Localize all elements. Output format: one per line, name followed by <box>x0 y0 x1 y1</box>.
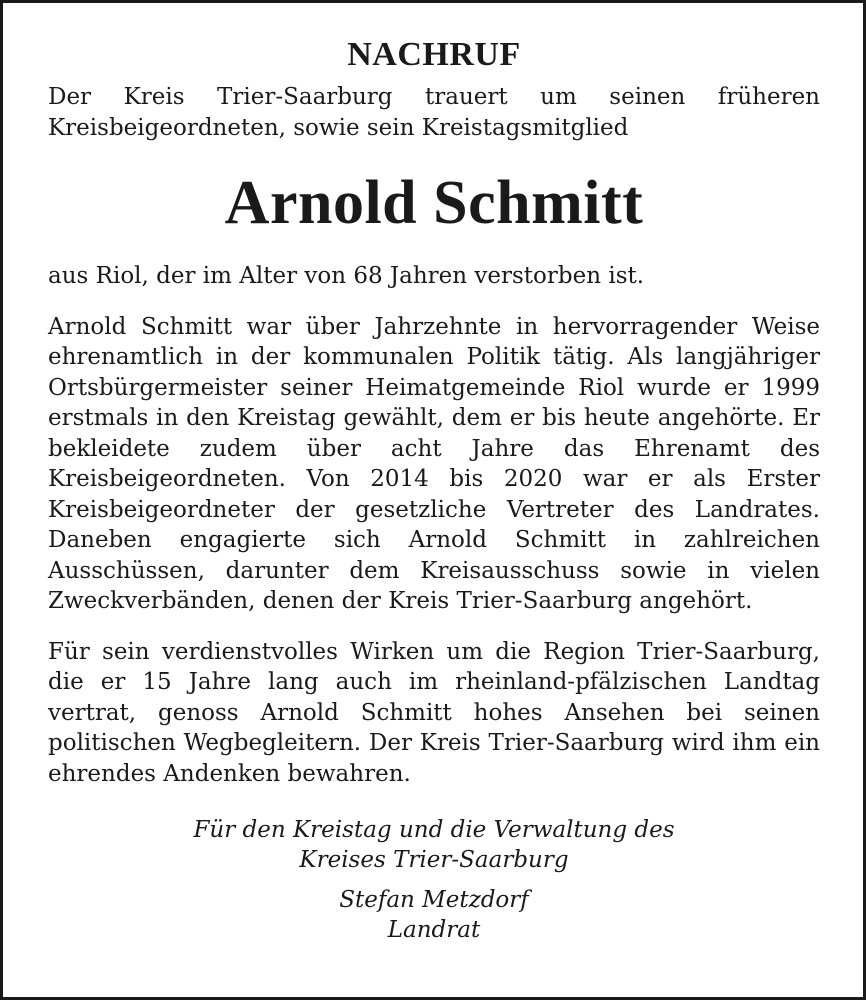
signature-line-1: Für den Kreistag und die Verwaltung des <box>193 817 675 843</box>
deceased-name: Arnold Schmitt <box>224 169 644 237</box>
tribute-paragraph: Für sein verdienstvolles Wirken um die Region Trier-Saarburg, die er 15 Jahre lang auch im rheinland-pfälzischen Landtag vertrat, genoss Arnold Schmitt hohes Ansehen bei seinen politischen Wegbegleitern. Der Kreis Trier-Saarburg wird ihm ein ehrendes Andenken bewahren. <box>48 638 820 787</box>
signature-block <box>48 815 820 945</box>
signature-spacer <box>48 875 820 885</box>
signer-title: Landrat <box>387 917 481 943</box>
signature-line-2: Kreises Trier-Saarburg <box>299 847 569 873</box>
biography-paragraph: Arnold Schmitt war über Jahrzehnte in hervorragender Weise ehrenamtlich in der kommunalen Politik tätig. Als langjähriger Ortsbürgermeister seiner Heimatgemeinde Riol wurde er 1999 erstmals in den Kreistag gewählt, dem er bis heute angehörte. Er bekleidete zudem über acht Jahre das Ehrenamt des Kreisbeigeordneten. Von 2014 bis 2020 war er als Erster Kreisbeigeordneter der gesetzliche Vertreter des Landrates. Daneben engagierte sich Arnold Schmitt in zahlreichen Ausschüssen, darunter dem Kreisausschuss sowie in vielen Zweckverbänden, denen der Kreis Trier-Saarburg angehört. <box>48 313 820 614</box>
signer-name: Stefan Metzdorf <box>339 887 529 913</box>
obituary-heading: NACHRUF <box>347 36 521 73</box>
obituary-content <box>48 33 820 945</box>
intro-text: Der Kreis Trier-Saarburg trauert um seinen früheren Kreisbeigeordneten, sowie sein Kreistagsmitglied <box>48 84 820 141</box>
origin-text: aus Riol, der im Alter von 68 Jahren verstorben ist. <box>48 263 645 289</box>
